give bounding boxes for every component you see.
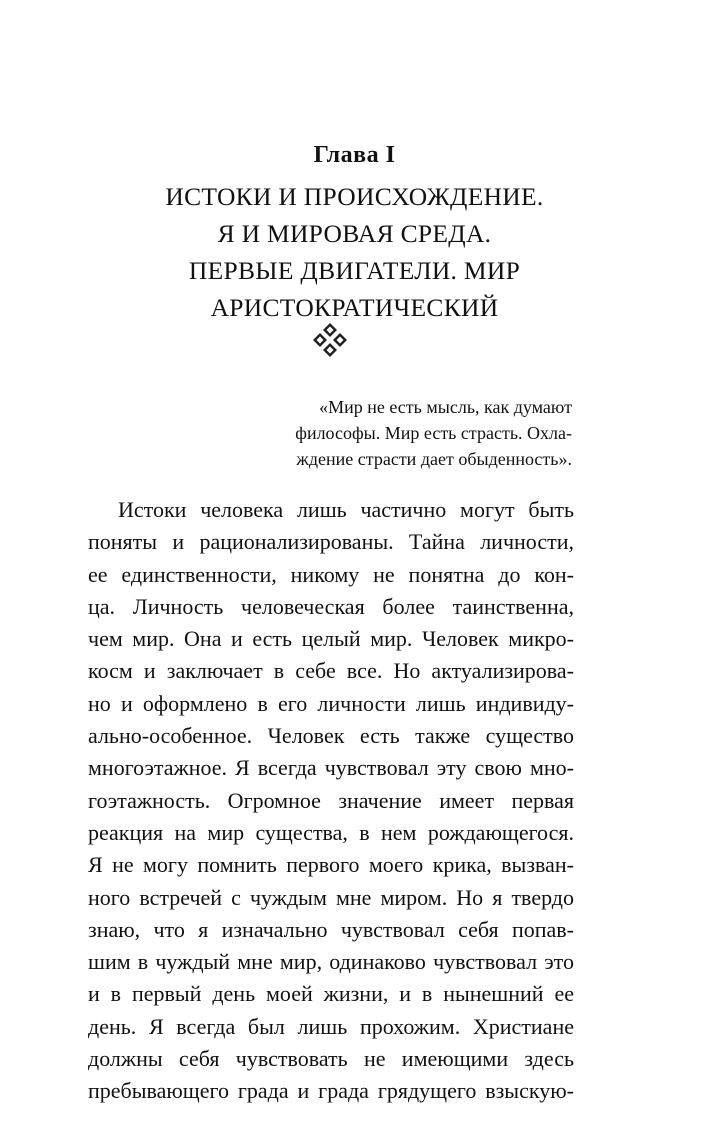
chapter-title-line: ПЕРВЫЕ ДВИГАТЕЛИ. МИР: [188, 256, 521, 285]
epigraph-line: философы. Мир есть страсть. Охла-: [295, 423, 572, 443]
epigraph: [246, 394, 572, 472]
body-line: шим в чуждый мне мир, одинаково чувствовал это: [88, 949, 574, 975]
diamond-cluster-ornament-icon: [312, 322, 348, 358]
body-line: ного встречей с чуждым мне миром. Но я твердо: [88, 884, 574, 910]
chapter-title-line: Я И МИРОВАЯ СРЕДА.: [217, 219, 492, 248]
body-line: и в первый день моей жизни, и в нынешний ее: [88, 981, 574, 1007]
body-line: поняты и рационализированы. Тайна личности,: [88, 529, 574, 555]
chapter-label: Глава I: [313, 142, 396, 168]
chapter-title-line: ИСТОКИ И ПРОИСХОЖДЕНИЕ.: [165, 182, 544, 211]
body-line: ца. Личность человеческая более таинственна,: [88, 593, 574, 619]
body-line: многоэтажное. Я всегда чувствовал эту свою мно-: [88, 755, 574, 781]
body-line: ально-особенное. Человек есть также существо: [88, 723, 574, 749]
body-line: Истоки человека лишь частично могут быть: [118, 497, 574, 522]
chapter-title: [90, 178, 619, 326]
body-paragraph: [88, 494, 574, 1108]
body-line: ее единственности, никому не понятна до кон-: [88, 561, 574, 587]
chapter-title-line: АРИСТОКРАТИЧЕСКИЙ: [210, 293, 499, 322]
body-line: но и оформлено в его личности лишь индивиду-: [88, 690, 574, 716]
body-line: косм и заключает в себе все. Но актуализирова-: [88, 658, 574, 684]
epigraph-line: ждение страсти дает обыденность».: [296, 449, 572, 469]
body-line: чем мир. Она и есть целый мир. Человек микро-: [88, 626, 574, 652]
body-line: Я не могу помнить первого моего крика, вызван-: [88, 852, 574, 878]
body-line: день. Я всегда был лишь прохожим. Христиане: [88, 1013, 574, 1039]
body-line: гоэтажность. Огромное значение имеет первая: [88, 787, 574, 813]
body-line: реакция на мир существа, в нем рождающегося.: [88, 819, 574, 845]
body-line: пребывающего града и града грядущего взыскую-: [88, 1078, 574, 1104]
epigraph-line: «Мир не есть мысль, как думают: [319, 397, 572, 417]
body-line: знаю, что я изначально чувствовал себя попав-: [88, 916, 574, 942]
body-line: должны себя чувствовать не имеющими здесь: [88, 1046, 574, 1072]
